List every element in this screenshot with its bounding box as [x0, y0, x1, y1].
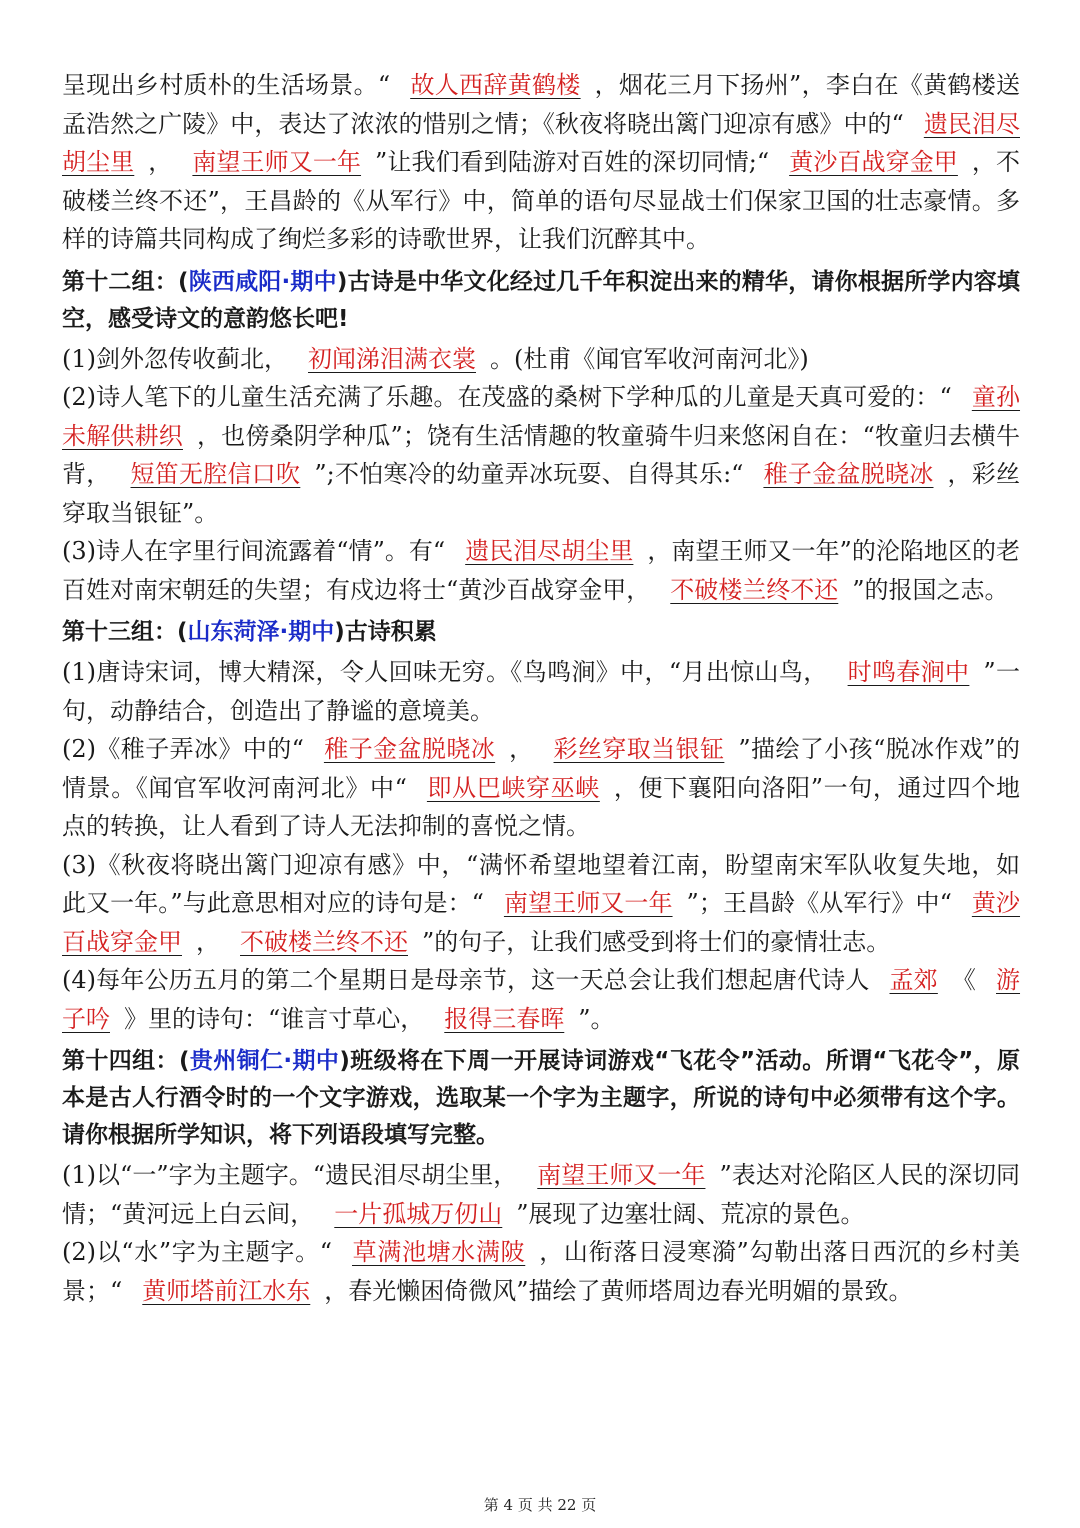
answer-blank: 报得三春晖: [444, 1004, 565, 1033]
answer-blank: 孟郊: [889, 966, 938, 994]
answer-blank: 稚子金盆脱晓冰: [763, 460, 934, 488]
question-13-3: (3)《秋夜将晓出篱门迎凉有感》中，“满怀希望地望着江南，盼望南宋军队收复失地，如此又一年。”与此意思相对应的诗句是：“ 南望王师又一年 ”；王昌龄《从军行》中“ 黄沙百战穿金甲 ， 不破楼兰终不还 ”的句子，让我们感受到将士们的豪情壮志。: [62, 850, 1021, 956]
question-12-1: (1)剑外忽传收蓟北， 初闻涕泪满衣裳 。(杜甫《闻官军收河南河北》): [62, 344, 809, 373]
question-14-2: (2)以“水”字为主题字。“ 草满池塘水满陂 ，山衔落日浸寒漪”勾勒出落日西沉的乡村美景；“ 黄师塔前江水东 ，春光懒困倚微风”描绘了黄师塔周边春光明媚的景致。: [62, 1238, 1020, 1305]
answer-blank: 黄沙百战穿金甲: [62, 889, 1021, 956]
group-14-heading: 第十四组：(贵州铜仁·期中)班级将在下周一开展诗词游戏“飞花令”活动。所谓“飞花令”，原本是古人行酒令时的一个文字游戏，选取某一个字为主题字，所说的诗句中必须带有这个字。请你根据所学知识，将下列语段填写完整。: [62, 1048, 1020, 1148]
answer-blank: 童孙未解供耕织: [62, 383, 1021, 450]
answer-blank: 一片孤城万仞山: [334, 1199, 503, 1228]
answer-blank: 初闻涕泪满衣裳: [308, 344, 476, 373]
question-13-1: (1)唐诗宋词，博大精深，令人回味无穷。《鸟鸣涧》中，“月出惊山鸟， 时鸣春涧中 ”一句，动静结合，创造出了静谧的意境美。: [62, 658, 1020, 725]
answer-blank: 短笛无腔信口吹: [130, 460, 301, 488]
answer-blank: 稚子金盆脱晓冰: [323, 735, 496, 763]
answer-blank: 南望王师又一年: [192, 148, 362, 176]
answer-blank: 黄师塔前江水东: [142, 1276, 311, 1305]
answer-blank: 遗民泪尽胡尘里: [62, 109, 1020, 176]
source-location: 贵州铜仁·期中: [189, 1048, 340, 1074]
question-12-2: (2)诗人笔下的儿童生活充满了乐趣。在茂盛的桑树下学种瓜的儿童是天真可爱的：“ 童孙未解供耕织 ，也傍桑阴学种瓜”；饶有生活情趣的牧童骑牛归来悠闲自在：“牧童归去横牛背， 短笛无腔信口吹 ”;不怕寒冷的幼童弄冰玩耍、自得其乐:“ 稚子金盆脱晓冰 ，彩丝穿取当银钲”。: [62, 383, 1021, 527]
source-location: 陕西咸阳·期中: [188, 268, 337, 295]
answer-blank: 即从巴峡穿巫峡: [426, 773, 600, 802]
question-13-2: (2)《稚子弄冰》中的“ 稚子金盆脱晓冰 ， 彩丝穿取当银钲 ”描绘了小孩“脱冰作戏”的情景。《闻官军收河南河北》中“ 即从巴峡穿巫峡 ，便下襄阳向洛阳”一句，通过四个地点的转换，让人看到了诗人无法抑制的喜悦之情。: [62, 735, 1021, 840]
group-13-heading: 第十三组：(山东菏泽·期中)古诗积累: [62, 619, 437, 645]
answer-blank: 彩丝穿取当银钲: [553, 735, 725, 763]
answer-blank: 游子吟: [62, 966, 1021, 1033]
answer-blank: 不破楼兰终不还: [670, 575, 839, 604]
answer-blank: 南望王师又一年: [503, 889, 673, 917]
answer-blank: 黄沙百战穿金甲: [789, 148, 958, 176]
page-footer: 第 4 页 共 22 页: [483, 1496, 597, 1514]
question-12-3: (3)诗人在字里行间流露着“情”。有“ 遗民泪尽胡尘里 ，南望王师又一年”的沦陷地区的老百姓对南宋朝廷的失望；有戍边将士“黄沙百战穿金甲， 不破楼兰终不还 ”的报国之志。: [62, 537, 1020, 604]
question-13-4: (4)每年公历五月的第二个星期日是母亲节，这一天总会让我们想起唐代诗人 孟郊 《 游子吟 》里的诗句：“谁言寸草心， 报得三春晖 ”。: [62, 966, 1021, 1033]
question-14-1: (1)以“一”字为主题字。“遗民泪尽胡尘里， 南望王师又一年 ”表达对沦陷区人民的深切同情；“黄河远上白云间， 一片孤城万仞山 ”展现了边塞壮阔、荒凉的景色。: [62, 1161, 1021, 1228]
answer-blank: 故人西辞黄鹤楼: [410, 71, 581, 99]
answer-blank: 南望王师又一年: [537, 1161, 706, 1189]
answer-blank: 草满池塘水满陂: [352, 1238, 526, 1266]
group-12-heading: 第十二组：(陕西咸阳·期中)古诗是中华文化经过几千年积淀出来的精华，请你根据所学内容填空，感受诗文的意韵悠长吧!: [62, 268, 1020, 332]
document-page: [62, 66, 1020, 1310]
source-location: 山东菏泽·期中: [187, 619, 335, 645]
answer-blank: 时鸣春涧中: [847, 658, 970, 686]
answer-blank: 不破楼兰终不还: [240, 927, 408, 956]
answer-blank: 遗民泪尽胡尘里: [465, 537, 634, 565]
paragraph-intro: 呈现出乡村质朴的生活场景。“ 故人西辞黄鹤楼 ，烟花三月下扬州”，李白在《黄鹤楼送孟浩然之广陵》中，表达了浓浓的惜别之情；《秋夜将晓出篱门迎凉有感》中的“ 遗民泪尽胡尘里 ， 南望王师又一年 ”让我们看到陆游对百姓的深切同情;“ 黄沙百战穿金甲 ，不破楼兰终不还”，王昌龄的《从军行》中，简单的语句尽显战士们保家卫国的壮志豪情。多样的诗篇共同构成了绚烂多彩的诗歌世界，让我们沉醉其中。: [62, 71, 1020, 253]
